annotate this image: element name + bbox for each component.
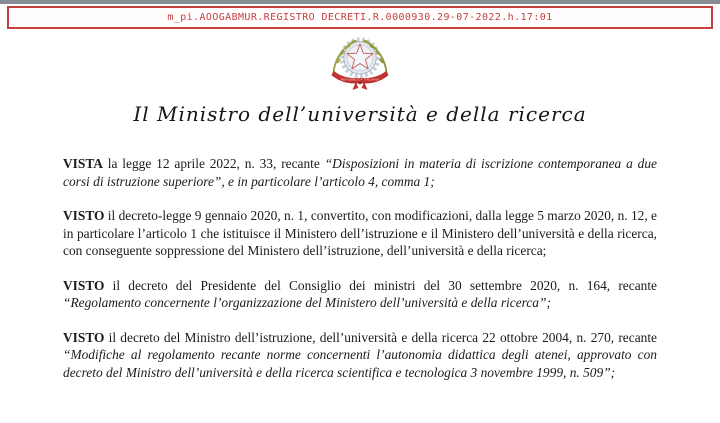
paragraph-segment: VISTO [63, 329, 105, 345]
document-body [63, 155, 657, 381]
republic-emblem-icon [323, 32, 397, 92]
paragraph-segment: il decreto del Ministro dell’istruzione, dell’università e della ricerca 22 ottobre 2004, n. 270, recante [104, 329, 657, 345]
emblem-ribbon-text: REPUBBLICA ITALIANA [340, 77, 380, 82]
paragraph-segment: “Regolamento concernente l’organizzazione del Ministero dell’università e della ricerca”; [63, 295, 551, 310]
protocol-stamp-text: m_pi.AOOGABMUR.REGISTRO DECRETI.R.0000930.29-07-2022.h.17:01 [167, 12, 553, 23]
protocol-stamp-box [7, 6, 713, 29]
top-strip [0, 0, 720, 4]
paragraph-segment: VISTA [63, 156, 103, 171]
paragraph-segment: “Disposizioni in materia di iscrizione contemporanea a due corsi di istruzione superiore”, e in particolare l’articolo 4, comma 1; [63, 156, 657, 189]
paragraph-segment: la legge 12 aprile 2022, n. 33, recante [102, 156, 325, 171]
paragraph [63, 155, 657, 190]
paragraph [63, 207, 657, 260]
paragraph-segment: il decreto-legge 9 gennaio 2020, n. 1, convertito, con modificazioni, dalla legge 5 marzo 2020, n. 12, e in particolare l’articolo 1 che istituisce il Ministero dell’istruzione e il Ministero dell’università e della ricerca, con conseguente soppressione del Ministero dell’istruzione, dell’università e della ricerca; [63, 208, 658, 258]
paragraph [63, 277, 657, 312]
paragraph-segment: il decreto del Presidente del Consiglio dei ministri del 30 settembre 2020, n. 164, recante [104, 277, 657, 293]
paragraph-segment: VISTO [63, 208, 105, 223]
emblem-container [0, 32, 720, 92]
paragraph-segment: “Modifiche al regolamento recante norme concernenti l’autonomia didattica degli atenei, approvato con decreto del Ministro dell’università e della ricerca scientifica e tecnologica 3 novembre 1999, n. 509”; [63, 347, 657, 380]
paragraph-segment: VISTO [63, 277, 105, 293]
ministry-title: Il Ministro dell’università e della ricerca [133, 102, 587, 126]
paragraph [63, 329, 657, 382]
